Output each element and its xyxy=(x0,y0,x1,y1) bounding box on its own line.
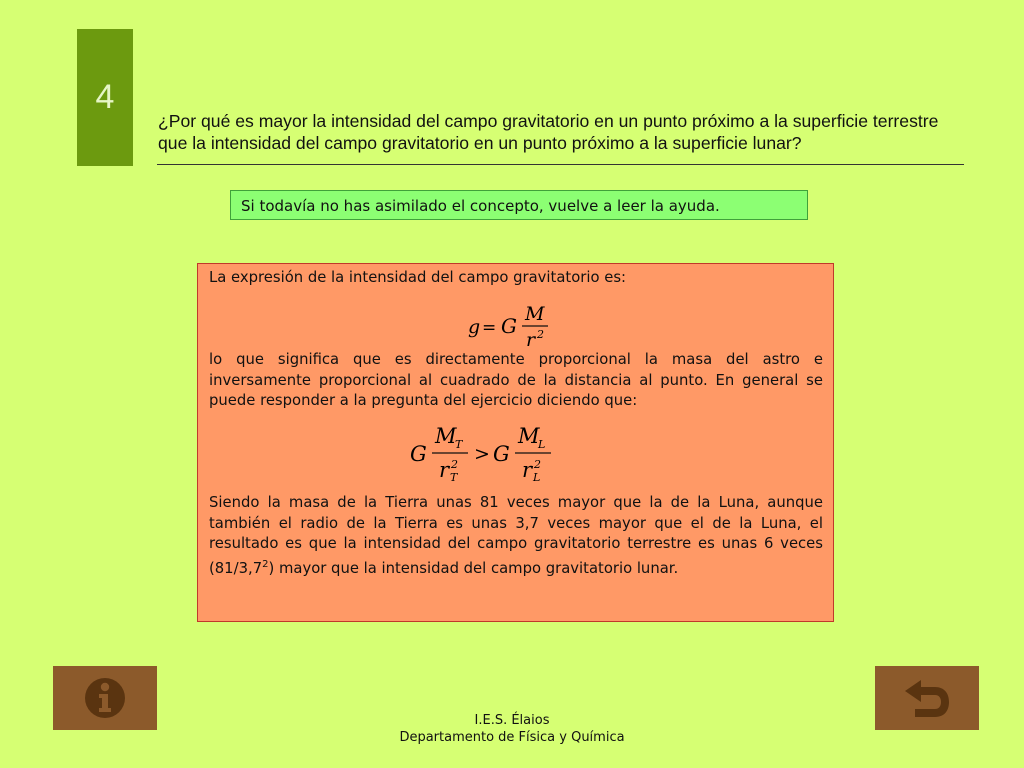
formula1-exp: 2 xyxy=(537,328,544,341)
answer-intro: La expresión de la intensidad del campo gravitatorio es: xyxy=(209,269,627,286)
question-text: ¿Por qué es mayor la intensidad del campo gravitatorio en un punto próximo a la superficie terrestre que la intensidad del campo gravitatorio en un punto próximo a la superficie lunar? xyxy=(158,111,939,153)
conclusion-text-start: Siendo la masa de la Tierra unas 81 veces mayor que la de la Luna, aunque también el radio de la Tierra es unas 3,7 veces mayor que el de la Luna, el resultado es que la intensidad del campo gravitatorio terrestre es unas 6 veces (81/3,7 xyxy=(209,494,823,577)
formula1-eq: = xyxy=(482,318,497,338)
formula-comparison-svg xyxy=(410,424,570,486)
formula1-const: G xyxy=(501,314,517,338)
formula1-lhs: g xyxy=(468,316,481,338)
formula1-den: r xyxy=(526,329,536,350)
formula2-const-t: G xyxy=(410,442,427,466)
footer-department: Departamento de Física y Química xyxy=(399,730,625,745)
formula2-num-l: M xyxy=(518,424,540,448)
conclusion-exponent: 2 xyxy=(262,558,269,570)
question-divider xyxy=(157,164,964,165)
formula2-exp-l: 2 xyxy=(534,458,541,471)
formula2-den-sub-l: L xyxy=(533,471,541,484)
formula1-num: M xyxy=(525,303,545,325)
answer-conclusion xyxy=(209,493,823,579)
footer-school: I.E.S. Élaios xyxy=(474,713,550,728)
footer xyxy=(0,712,1024,746)
formula-comparison xyxy=(410,424,570,490)
formula2-den-t: r xyxy=(439,458,450,482)
answer-box xyxy=(197,263,834,622)
formula-gravity-field-svg xyxy=(468,302,578,350)
hint-box: Si todavía no has asimilado el concepto, vuelve a leer la ayuda. xyxy=(230,190,808,220)
formula2-num-sub-t: T xyxy=(455,438,463,451)
formula2-op: > xyxy=(474,443,490,465)
formula-gravity-field xyxy=(468,302,578,355)
slide-number: 4 xyxy=(77,29,133,166)
answer-explanation: lo que significa que es directamente proporcional la masa del astro e inversamente proporcional al cuadrado de la distancia al punto. En general se puede responder a la pregunta del ejercicio diciendo que: xyxy=(209,351,823,409)
formula2-den-l: r xyxy=(522,458,533,482)
formula2-num-t: M xyxy=(435,424,457,448)
conclusion-text-end: ) mayor que la intensidad del campo gravitatorio lunar. xyxy=(268,559,679,577)
formula2-exp-t: 2 xyxy=(451,458,458,471)
formula2-den-sub-t: T xyxy=(450,471,458,484)
formula2-num-sub-l: L xyxy=(538,438,546,451)
formula2-const-l: G xyxy=(493,442,510,466)
